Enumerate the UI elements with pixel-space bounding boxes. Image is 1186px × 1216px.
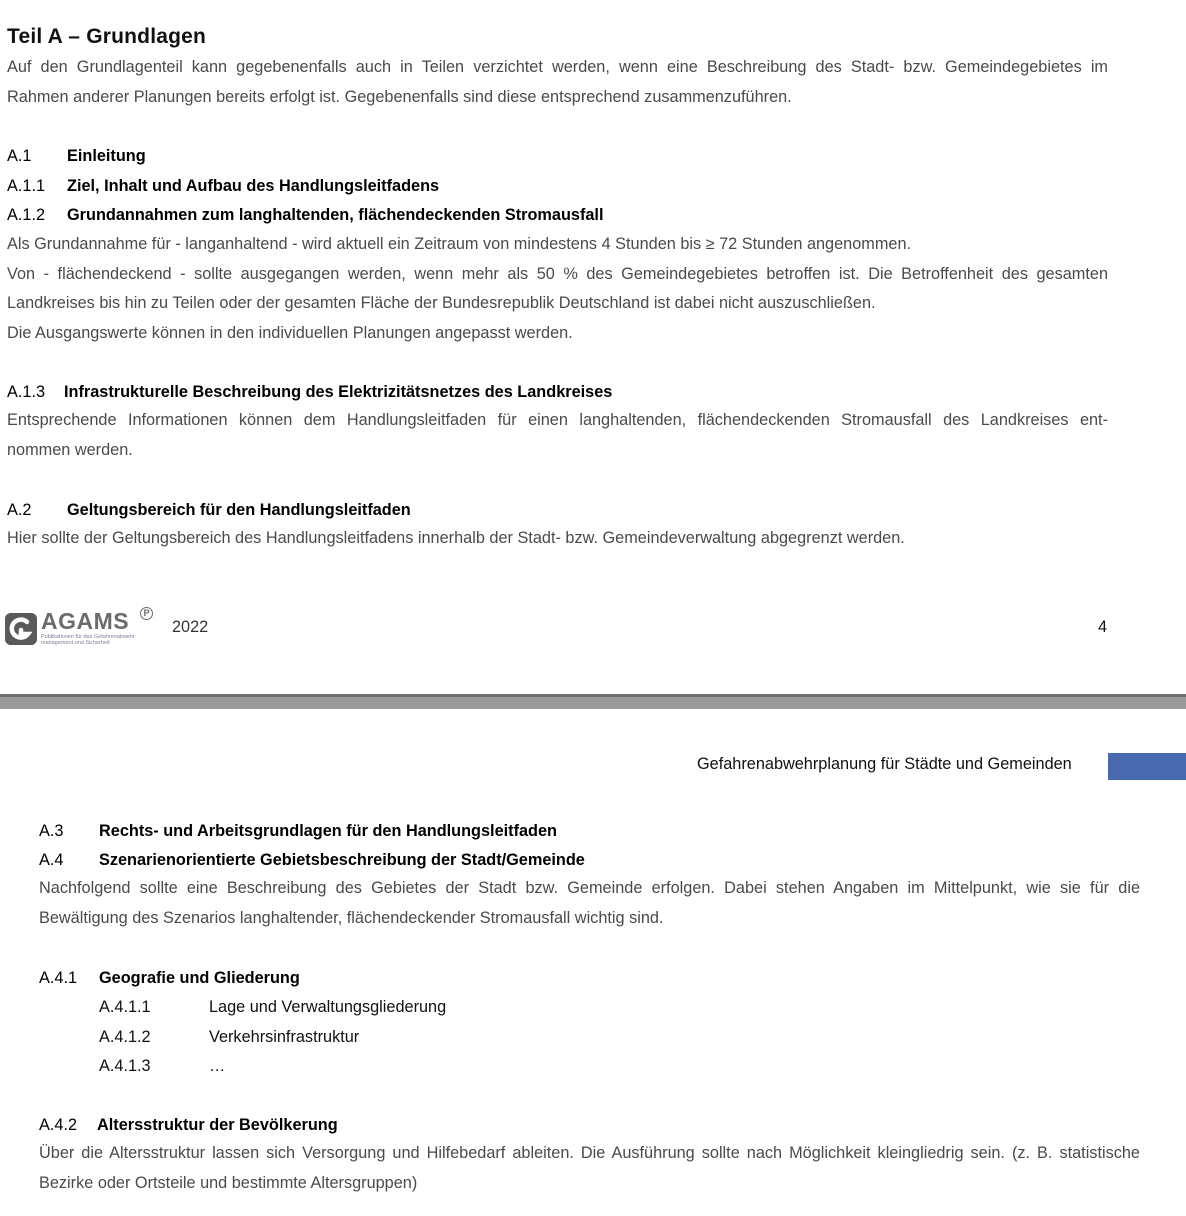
- heading-number: A.1.3: [7, 383, 46, 401]
- subsection-number: A.4.1.1: [99, 998, 151, 1016]
- heading-number: A.1.1: [7, 177, 46, 195]
- heading-text: Geltungsbereich für den Handlungsleitfaden: [67, 501, 411, 519]
- page-separator: [0, 697, 1186, 709]
- paragraph-line: nommen werden.: [7, 440, 133, 459]
- paragraph-line: Entsprechende Informationen können dem Handlungsleitfaden für einen langhaltenden, flächendeckenden Stromausfall des Landkreises ent-: [7, 411, 1108, 429]
- a1-3-paragraph: [7, 406, 1108, 465]
- heading-number: A.2: [7, 501, 32, 519]
- agams-logo-icon: [5, 613, 37, 645]
- paragraph-line: Als Grundannahme für - langanhaltend - wird aktuell ein Zeitraum von mindestens 4 Stunden bis ≥ 72 Stunden angenommen.: [7, 235, 912, 253]
- logo-registered-mark: P: [140, 607, 153, 620]
- paragraph-line: Nachfolgend sollte eine Beschreibung des Gebietes der Stadt bzw. Gemeinde erfolgen. Dabei stehen Angaben im Mittelpunkt, wie sie für die: [39, 879, 1140, 897]
- document-page-5: [0, 709, 1186, 1216]
- paragraph-line: Hier sollte der Geltungsbereich des Handlungsleitfadens innerhalb der Stadt- bzw. Gemeindeverwaltung abgegrenzt werden.: [7, 529, 905, 547]
- heading-text: Ziel, Inhalt und Aufbau des Handlungsleitfadens: [67, 177, 440, 195]
- footer-year: 2022: [172, 618, 209, 636]
- logo-tagline: [41, 634, 137, 646]
- heading-text: Einleitung: [67, 147, 146, 165]
- subsection-text: Verkehrsinfrastruktur: [209, 1028, 360, 1046]
- logo-wordmark: AGAMS: [41, 608, 130, 634]
- intro-line: Rahmen anderer Planungen bereits erfolgt ist. Gegebenenfalls sind diese entsprechend zusammenzuführen.: [7, 87, 792, 106]
- heading-text: Altersstruktur der Bevölkerung: [97, 1116, 338, 1134]
- heading-number: A.3: [39, 822, 64, 840]
- heading-text: Grundannahmen zum langhaltenden, flächendeckenden Stromausfall: [67, 206, 604, 224]
- heading-text: Szenarienorientierte Gebietsbeschreibung der Stadt/Gemeinde: [99, 851, 585, 869]
- a4-2-paragraph: [39, 1139, 1140, 1198]
- agams-logo: [5, 606, 155, 648]
- heading-number: A.1: [7, 147, 32, 165]
- a1-2-paragraph: [7, 230, 1108, 348]
- heading-number: A.4.1: [39, 969, 78, 987]
- paragraph-line: Bezirke oder Ortsteile und bestimmte Altersgruppen): [39, 1173, 418, 1192]
- subsection-number: A.4.1.2: [99, 1028, 151, 1046]
- subsection-text: Lage und Verwaltungsgliederung: [209, 998, 447, 1016]
- heading-number: A.1.2: [7, 206, 46, 224]
- logo-tagline-line: management und Sicherheit: [41, 640, 110, 646]
- paragraph-line: Bewältigung des Szenarios langhaltender, flächendeckender Stromausfall wichtig sind.: [39, 908, 664, 927]
- heading-text: Infrastrukturelle Beschreibung des Elektrizitätsnetzes des Landkreises: [64, 383, 613, 401]
- a2-paragraph: [7, 524, 1108, 554]
- subsection-text: …: [209, 1057, 226, 1075]
- heading-text: Geografie und Gliederung: [99, 969, 300, 987]
- section-title: Teil A – Grundlagen: [7, 25, 207, 48]
- intro-line: Auf den Grundlagenteil kann gegebenenfalls auch in Teilen verzichtet werden, wenn eine Beschreibung des Stadt- bzw. Gemeindegebietes im: [7, 58, 1108, 76]
- logo-tagline-line: Publikationen für das Gefahrenabwehr-: [41, 634, 137, 640]
- subsection-number: A.4.1.3: [99, 1057, 151, 1075]
- paragraph-line: Landkreises bis hin zu Teilen oder der gesamten Fläche der Bundesrepublik Deutschland ist dabei nicht auszuschließen.: [7, 294, 876, 312]
- paragraph-line: Die Ausgangswerte können in den individuellen Planungen angepasst werden.: [7, 323, 573, 342]
- header-accent-bar: [1108, 753, 1186, 780]
- paragraph-line: Über die Altersstruktur lassen sich Versorgung und Hilfebedarf ableiten. Die Ausführung sollte nach Möglichkeit kleingliedrig sein. (z. B. statistische: [39, 1144, 1140, 1162]
- a4-paragraph: [39, 874, 1140, 933]
- page-number: 4: [1098, 618, 1108, 636]
- running-header: Gefahrenabwehrplanung für Städte und Gemeinden: [697, 755, 1072, 773]
- heading-number: A.4.2: [39, 1116, 78, 1134]
- paragraph-line: Von - flächendeckend - sollte ausgegangen werden, wenn mehr als 50 % des Gemeindegebietes betroffen ist. Die Betroffenheit des gesamten: [7, 264, 1108, 283]
- intro-paragraph: [7, 53, 1108, 112]
- heading-number: A.4: [39, 851, 64, 869]
- heading-text: Rechts- und Arbeitsgrundlagen für den Handlungsleitfaden: [99, 822, 558, 840]
